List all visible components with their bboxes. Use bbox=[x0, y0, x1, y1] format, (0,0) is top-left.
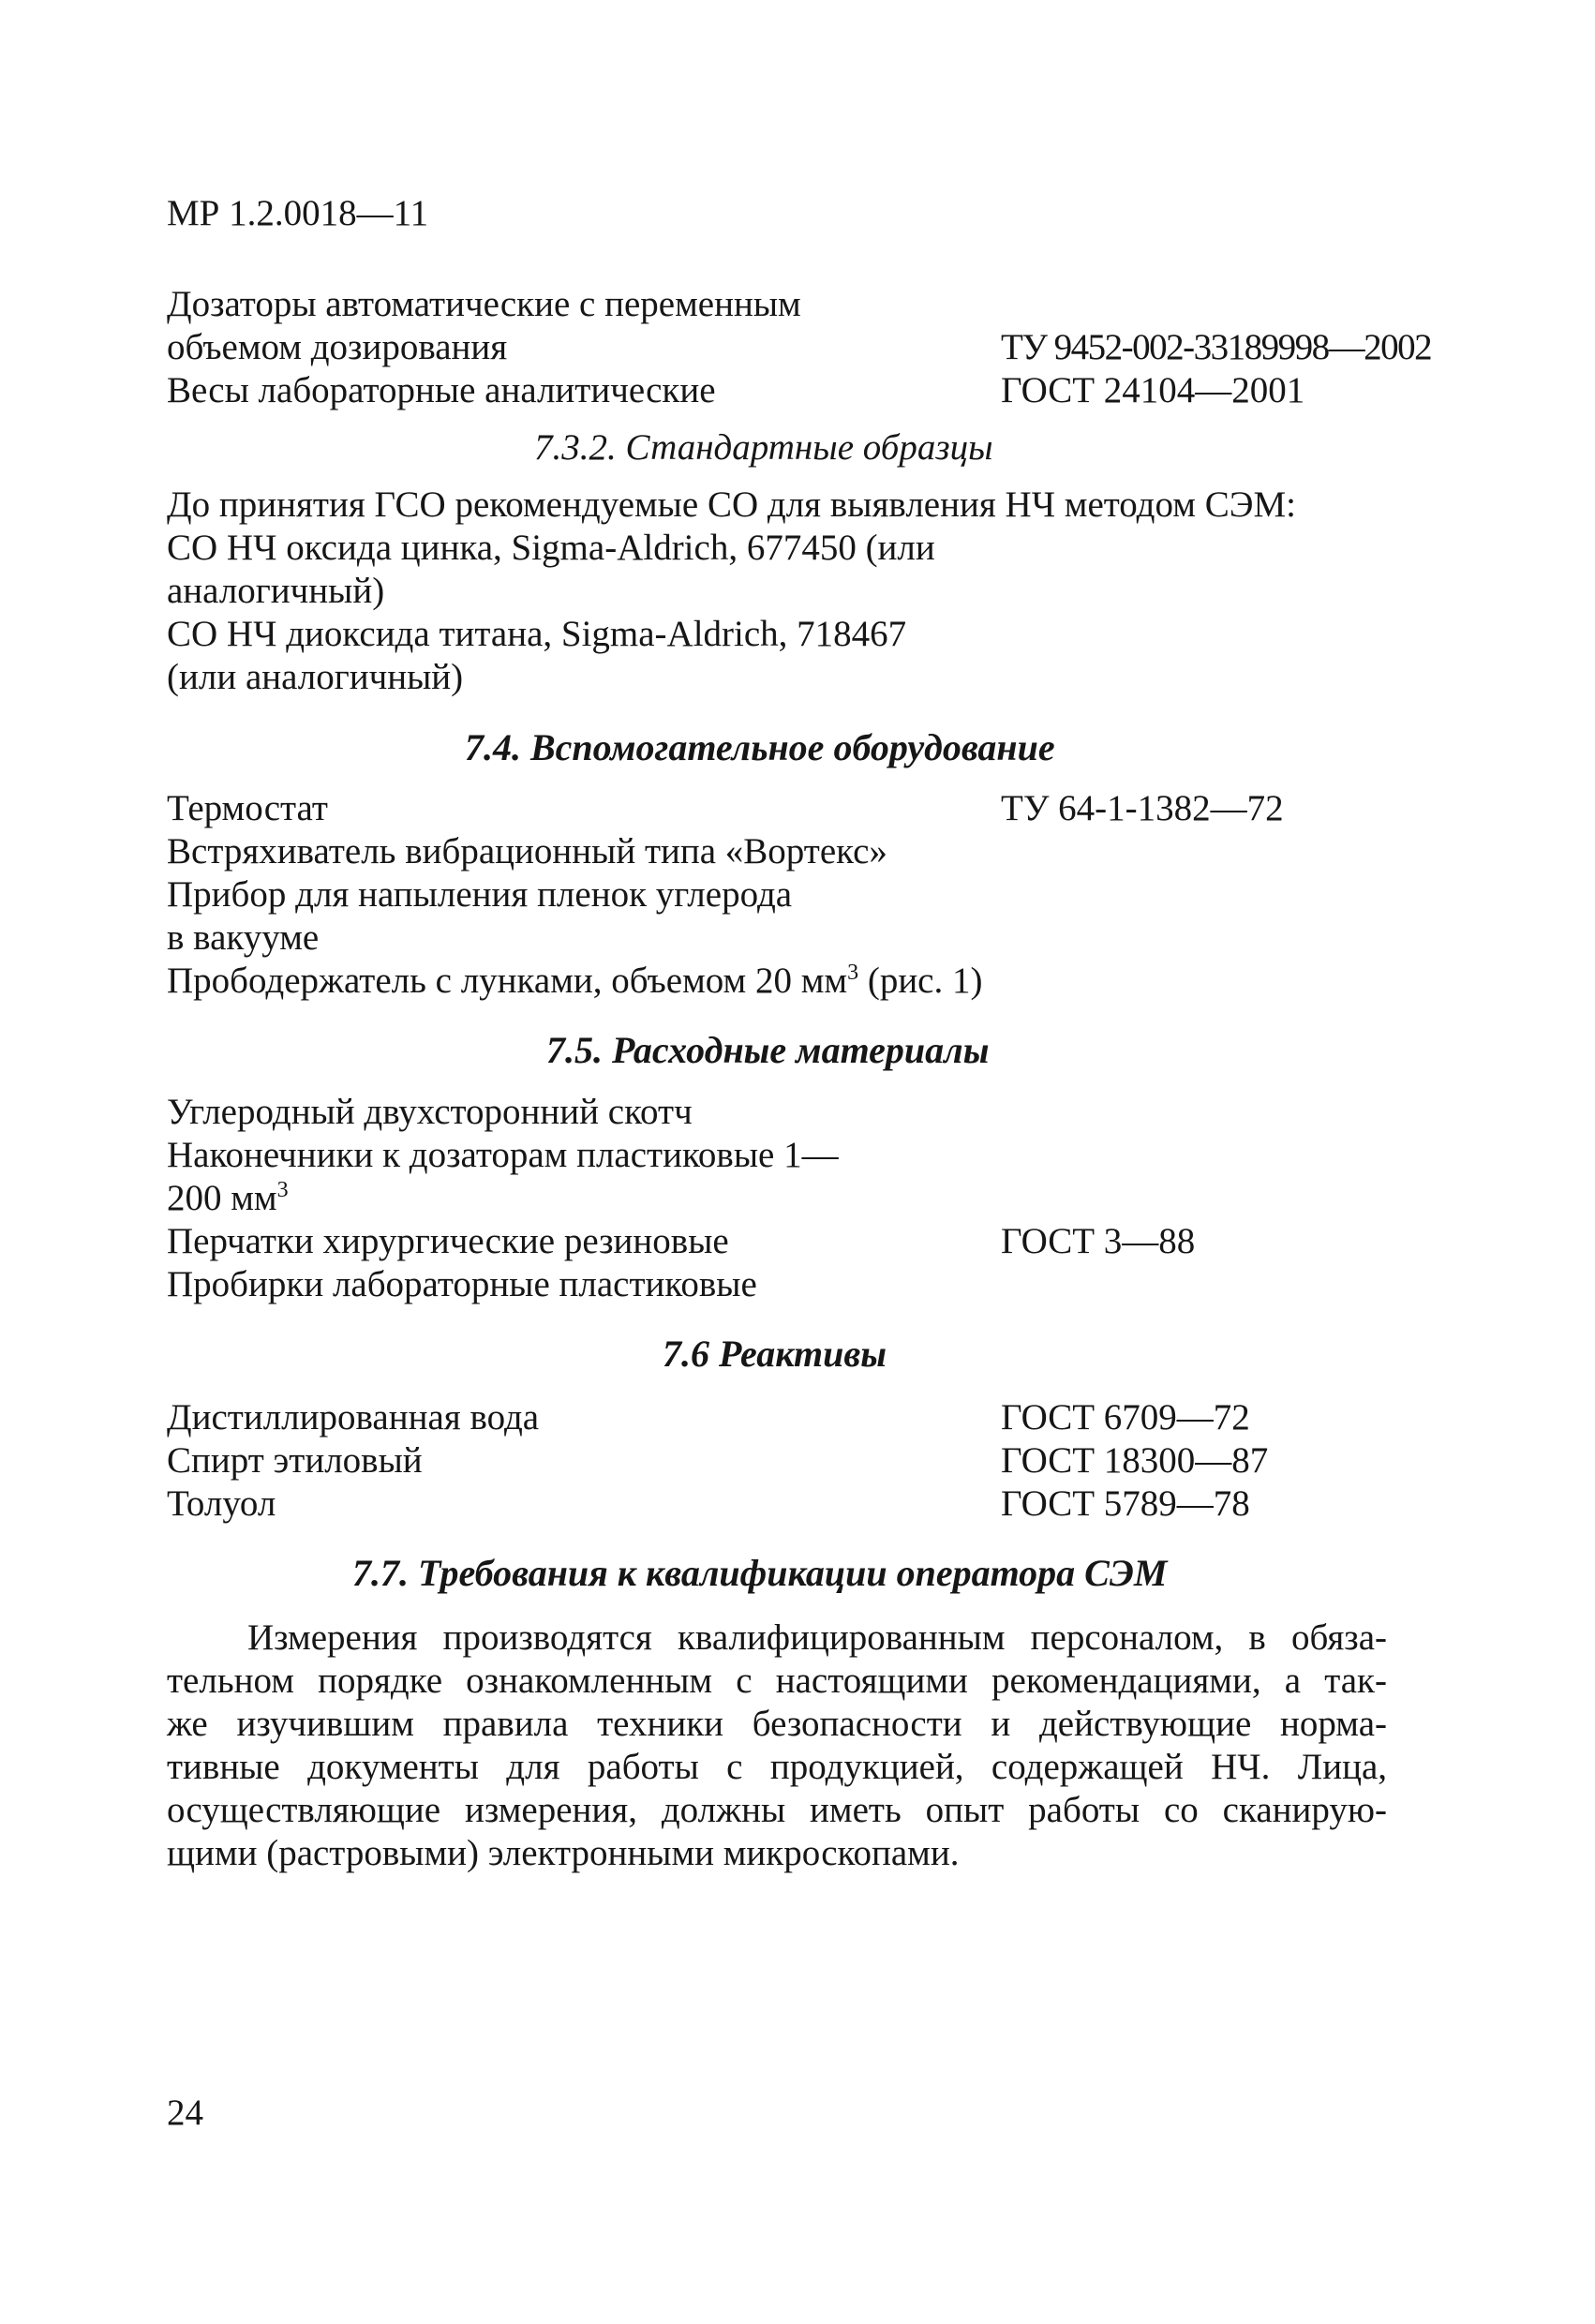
item-standard: ГОСТ 18300—87 bbox=[1001, 1440, 1269, 1481]
text-line: До принятия ГСО рекомендуемые СО для выявления НЧ методом СЭМ: bbox=[167, 484, 1296, 525]
item-name: Встряхиватель вибрационный типа «Вортекс» bbox=[167, 831, 887, 872]
item-standard: ГОСТ 3—88 bbox=[1001, 1221, 1196, 1261]
paragraph-line: щими (растровыми) электронными микроскопами. bbox=[167, 1833, 960, 1873]
item-standard: ГОСТ 6709—72 bbox=[1001, 1397, 1250, 1438]
item-name: Толуол bbox=[167, 1483, 276, 1524]
item-name: Термостат bbox=[167, 788, 328, 828]
equipment-name: Весы лабораторные аналитические bbox=[167, 370, 716, 410]
text-line: СО НЧ диоксида титана, Sigma-Aldrich, 718467 bbox=[167, 614, 907, 654]
item-name: Спирт этиловый bbox=[167, 1440, 423, 1481]
item-name: Прибор для напыления пленок углерода bbox=[167, 874, 793, 915]
paragraph-line: тивные документы для работы с продукцией, содержащей НЧ. Лица, bbox=[167, 1747, 1387, 1787]
text-line: СО НЧ оксида цинка, Sigma-Aldrich, 677450 (или bbox=[167, 528, 935, 568]
equipment-name: объемом дозирования bbox=[167, 327, 508, 367]
text-line: аналогичный) bbox=[167, 571, 385, 611]
body-paragraph bbox=[167, 1616, 1387, 1875]
document-code: МР 1.2.0018—11 bbox=[167, 193, 429, 233]
page-number: 24 bbox=[167, 2093, 203, 2133]
section-heading: 7.6 Реактивы bbox=[663, 1333, 887, 1375]
section-heading: 7.7. Требования к квалификации оператора СЭМ bbox=[352, 1552, 1168, 1594]
item-standard: ТУ 64-1-1382—72 bbox=[1001, 788, 1284, 828]
equipment-standard: ТУ 9452-002-33189998—2002 bbox=[1001, 327, 1432, 367]
item-standard: ГОСТ 5789—78 bbox=[1001, 1483, 1250, 1524]
equipment-name: Дозаторы автоматические с переменным bbox=[167, 284, 801, 324]
paragraph-line: тельном порядке ознакомленным с настоящими рекомендациями, а так- bbox=[167, 1661, 1387, 1701]
item-name: Наконечники к дозаторам пластиковые 1— bbox=[167, 1135, 839, 1175]
item-name: Дистиллированная вода bbox=[167, 1397, 540, 1438]
equipment-standard: ГОСТ 24104—2001 bbox=[1001, 370, 1305, 410]
paragraph-line: осуществляющие измерения, должны иметь опыт работы со сканирую- bbox=[167, 1790, 1387, 1830]
item-name: Углеродный двухсторонний скотч bbox=[167, 1092, 693, 1132]
paragraph-line: же изучившим правила техники безопасности и действующие норма- bbox=[167, 1704, 1387, 1744]
item-name: Перчатки хирургические резиновые bbox=[167, 1221, 729, 1261]
item-name: Пробирки лабораторные пластиковые bbox=[167, 1264, 757, 1304]
section-heading: 7.4. Вспомогательное оборудование bbox=[465, 726, 1055, 768]
item-name: 200 $мм^3$ bbox=[167, 1178, 289, 1218]
item-name: Прободержатель с лунками, объемом 20 $мм^3$ (рис. 1) bbox=[167, 961, 983, 1001]
item-name: в вакууме bbox=[167, 917, 320, 958]
text-line: (или аналогичный) bbox=[167, 657, 464, 697]
paragraph-line: Измерения производятся квалифицированным персоналом, в обяза- bbox=[247, 1617, 1387, 1658]
section-heading: 7.5. Расходные материалы bbox=[546, 1029, 990, 1071]
section-heading: 7.3.2. Стандартные образцы bbox=[534, 427, 993, 468]
